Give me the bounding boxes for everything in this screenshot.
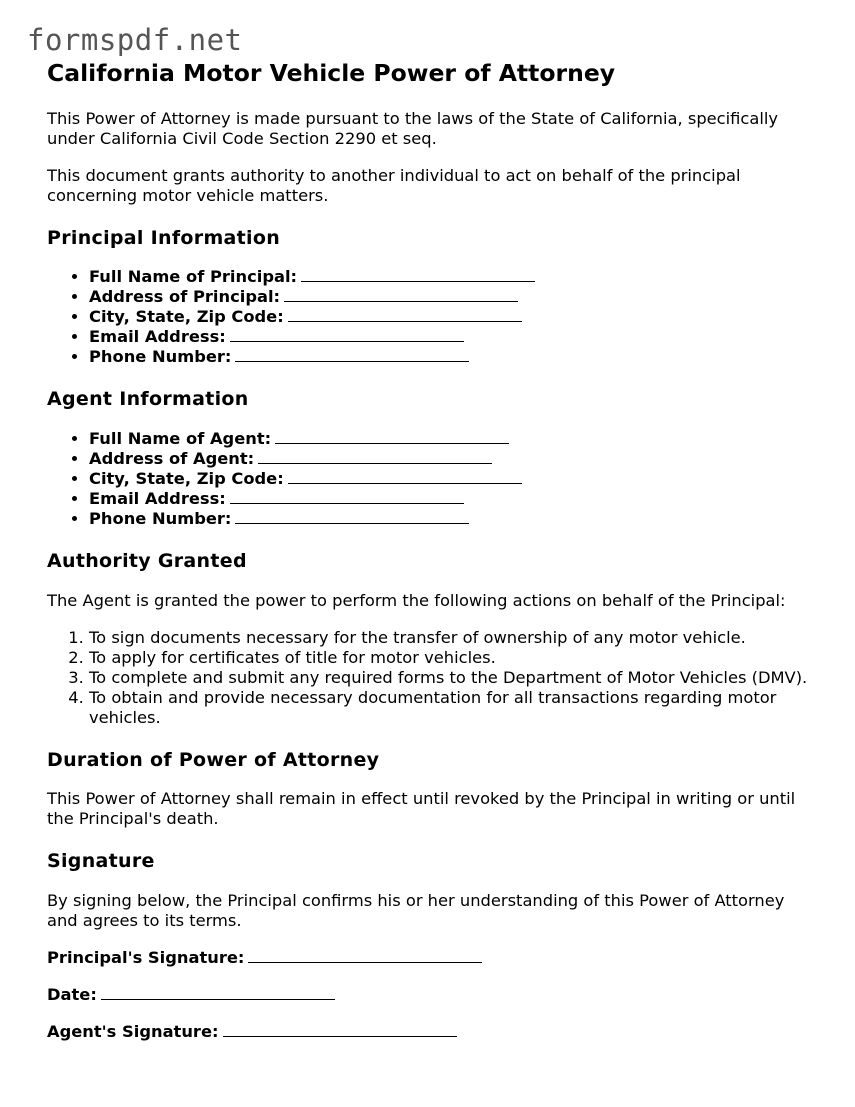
field-label: Phone Number: bbox=[89, 508, 232, 528]
agent-email-field[interactable] bbox=[89, 489, 817, 509]
date-field[interactable] bbox=[47, 985, 817, 1005]
blank-line[interactable] bbox=[275, 429, 509, 444]
principal-full-name-field[interactable] bbox=[89, 267, 817, 287]
signature-text: By signing below, the Principal confirms his or her understanding of this Power of Attorney and agrees to its terms. bbox=[47, 890, 785, 930]
field-label: Full Name of Principal: bbox=[89, 267, 298, 287]
agent-address-field[interactable] bbox=[89, 449, 817, 469]
agent-fields bbox=[47, 429, 817, 529]
agent-signature-field[interactable] bbox=[47, 1022, 817, 1042]
principal-email-field[interactable] bbox=[89, 327, 817, 347]
agent-phone-field[interactable] bbox=[89, 509, 817, 529]
authority-item: 2. To apply for certificates of title for motor vehicles. bbox=[89, 648, 817, 668]
principal-heading: Principal Information bbox=[47, 226, 281, 249]
authority-item: 3. To complete and submit any required forms to the Department of Motor Vehicles (DMV). bbox=[89, 668, 817, 688]
agent-full-name-field[interactable] bbox=[89, 429, 817, 449]
document-page bbox=[47, 58, 817, 1042]
field-label: Full Name of Agent: bbox=[89, 428, 272, 448]
principal-city-state-zip-field[interactable] bbox=[89, 307, 817, 327]
authority-item: 1. To sign documents necessary for the transfer of ownership of any motor vehicle. bbox=[89, 628, 817, 648]
field-label: Agent's Signature: bbox=[47, 1021, 219, 1041]
blank-line[interactable] bbox=[101, 985, 335, 1000]
blank-line[interactable] bbox=[288, 469, 522, 484]
authority-intro: The Agent is granted the power to perform the following actions on behalf of the Principal: bbox=[47, 590, 786, 610]
blank-line[interactable] bbox=[230, 327, 464, 342]
blank-line[interactable] bbox=[235, 509, 469, 524]
field-label: Principal's Signature: bbox=[47, 947, 245, 967]
field-label: Email Address: bbox=[89, 327, 226, 347]
agent-city-state-zip-field[interactable] bbox=[89, 469, 817, 489]
blank-line[interactable] bbox=[288, 307, 522, 322]
field-label: Phone Number: bbox=[89, 347, 232, 367]
principal-phone-field[interactable] bbox=[89, 347, 817, 367]
agent-heading: Agent Information bbox=[47, 388, 249, 411]
blank-line[interactable] bbox=[223, 1022, 457, 1037]
intro-paragraph-1: This Power of Attorney is made pursuant to the laws of the State of California, specifically under California Civil Code Section 2290 et seq. bbox=[47, 108, 779, 148]
field-label: Email Address: bbox=[89, 488, 226, 508]
field-label: Date: bbox=[47, 984, 97, 1004]
authority-list bbox=[47, 628, 817, 728]
intro-paragraph-2: This document grants authority to another individual to act on behalf of the principal concerning motor vehicle matters. bbox=[47, 165, 741, 205]
duration-heading: Duration of Power of Attorney bbox=[47, 748, 380, 771]
authority-item: 4. To obtain and provide necessary documentation for all transactions regarding motor vehicles. bbox=[89, 688, 817, 728]
field-label: Address of Principal: bbox=[89, 287, 281, 307]
blank-line[interactable] bbox=[235, 347, 469, 362]
duration-text: This Power of Attorney shall remain in effect until revoked by the Principal in writing or until the Principal's death. bbox=[47, 789, 796, 829]
blank-line[interactable] bbox=[258, 449, 492, 464]
watermark: formspdf.net bbox=[27, 23, 243, 57]
field-label: City, State, Zip Code: bbox=[89, 307, 284, 327]
principal-fields bbox=[47, 267, 817, 367]
document-title: California Motor Vehicle Power of Attorney bbox=[47, 59, 616, 87]
field-label: City, State, Zip Code: bbox=[89, 468, 284, 488]
blank-line[interactable] bbox=[301, 267, 535, 282]
blank-line[interactable] bbox=[230, 489, 464, 504]
blank-line[interactable] bbox=[248, 948, 482, 963]
blank-line[interactable] bbox=[284, 287, 518, 302]
field-label: Address of Agent: bbox=[89, 448, 255, 468]
principal-signature-field[interactable] bbox=[47, 948, 817, 968]
principal-address-field[interactable] bbox=[89, 287, 817, 307]
signature-heading: Signature bbox=[47, 850, 155, 873]
authority-heading: Authority Granted bbox=[47, 549, 247, 572]
